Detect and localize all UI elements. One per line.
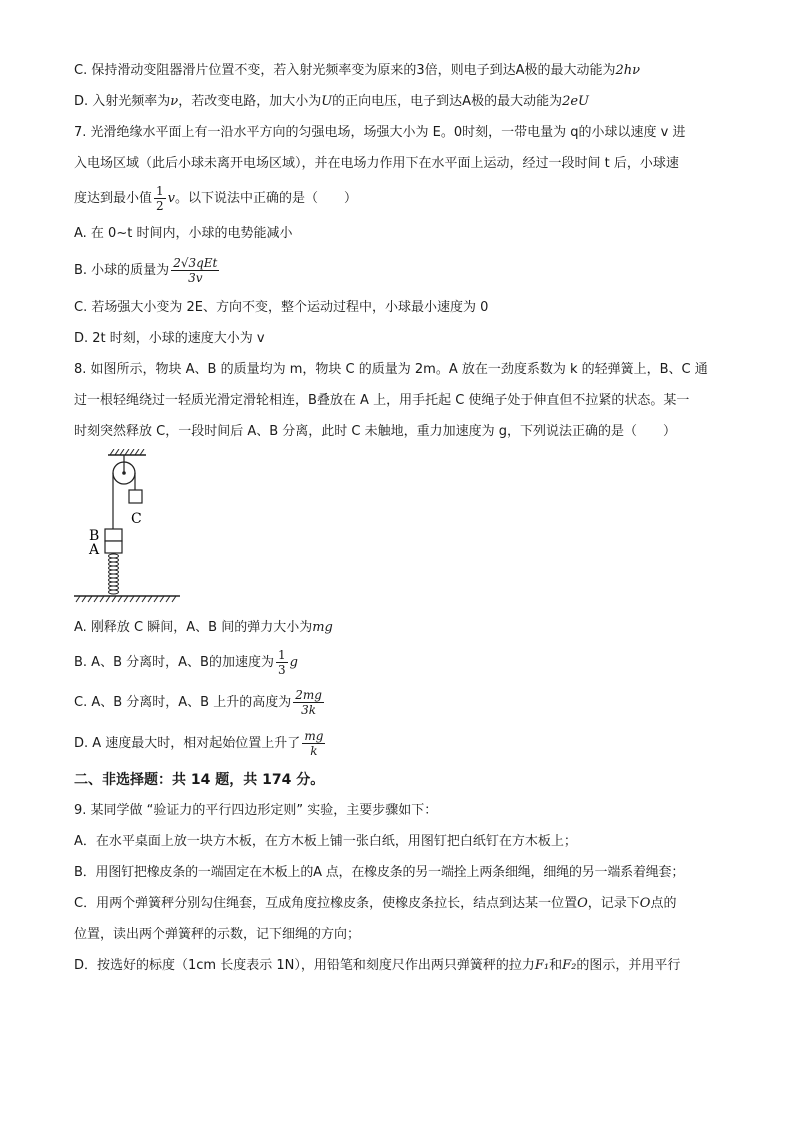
- q7-half-numerator: 1: [156, 184, 164, 198]
- q9-step-d-text-1: D．按选好的标度（1cm 长度表示 1N），用铅笔和刻度尺作出两只弹簧秤的拉力: [74, 958, 535, 973]
- q9-step-d-text-2: 的图示，并用平行: [576, 958, 681, 973]
- q8-stem-line-2: 过一根轻绳绕过一轻质光滑定滑轮相连，B叠放在 A 上，用手托起 C 使绳子处于伸直但不拉紧的状态。某一: [74, 393, 690, 408]
- q8-rise-denominator: k: [310, 744, 318, 758]
- exam-page: [74, 60, 722, 977]
- q8-option-d-text: D. A 速度最大时，相对起始位置上升了: [74, 736, 301, 751]
- q8-option-a-formula: mg: [312, 620, 333, 635]
- q7-option-b-text: B. 小球的质量为: [74, 263, 170, 278]
- q6-option-c-formula: 2hν: [615, 63, 641, 78]
- block-b: [105, 529, 122, 541]
- q8-rise-numerator: mg: [304, 729, 324, 743]
- q7-stem-line-1: 7. 光滑绝缘水平面上有一沿水平方向的匀强电场，场强大小为 E。0时刻，一带电量为 q的小球以速度 v 进: [74, 125, 686, 140]
- q9-step-d: [74, 955, 722, 977]
- q9-step-c-line-2: 位置，读出两个弹簧秤的示数，记下细绳的方向；: [74, 927, 361, 942]
- q7-velocity-symbol: v: [167, 191, 176, 206]
- block-a-label: A: [89, 542, 100, 558]
- q7-mass-fraction: [171, 256, 219, 285]
- pulley-spring-diagram: [74, 449, 194, 611]
- q8-option-b-text: B. A、B 分离时，A、B的加速度为: [74, 655, 274, 670]
- q7-mass-denominator: 3v: [188, 271, 203, 285]
- q7-half-denominator: 2: [156, 199, 164, 213]
- q6-option-d-text-2: ，若改变电路，加大小为: [178, 94, 322, 109]
- q8-third-numerator: 1: [277, 648, 286, 662]
- q8-height-numerator: 2mg: [295, 688, 322, 702]
- spring: [109, 554, 119, 594]
- ground-hatch: [76, 596, 176, 602]
- q9-step-c-line-1: [74, 893, 722, 915]
- q9-force-f2: F₂: [562, 958, 577, 973]
- q6-option-d-voltage: U: [321, 94, 333, 109]
- q8-option-c: [74, 687, 722, 719]
- q9-step-d-and: 和: [549, 958, 563, 973]
- q6-option-c-text: C. 保持滑动变阻器滑片位置不变，若入射光频率变为原来的3倍，则电子到达A极的最大动能为: [74, 63, 616, 78]
- q9-step-c-text-1: C．用两个弹簧秤分别勾住绳套，互成角度拉橡皮条，使橡皮条拉长，结点到达某一位置: [74, 896, 578, 911]
- q9-force-f1: F₁: [534, 958, 550, 973]
- section-2-title: 二、非选择题：共 14 题，共 174 分。: [74, 772, 325, 788]
- block-c: [129, 490, 142, 503]
- q9-stem: 9. 某同学做 “验证力的平行四边形定则” 实验，主要步骤如下：: [74, 803, 438, 818]
- block-b-label: B: [89, 528, 100, 544]
- q7-stem-line-3-text: 度达到最小值: [74, 191, 153, 206]
- q8-height-fraction: [293, 688, 324, 717]
- q8-gravity-symbol: g: [289, 655, 298, 670]
- block-a: [105, 541, 122, 553]
- q9-step-c-text-2: ，记录下: [587, 896, 640, 911]
- q9-point-o: O: [577, 896, 588, 911]
- q8-third-fraction: [276, 648, 288, 677]
- q8-option-b: [74, 648, 722, 678]
- q8-option-c-text: C. A、B 分离时，A、B 上升的高度为: [74, 695, 292, 710]
- q7-option-b: [74, 254, 722, 288]
- q7-stem-line-3: [74, 184, 722, 214]
- q7-half-fraction: [154, 184, 166, 213]
- ceiling-hatch: [110, 449, 144, 455]
- q7-option-a: A. 在 0~t 时间内，小球的电势能减小: [74, 226, 293, 241]
- q8-rise-fraction: [302, 729, 325, 758]
- block-c-label: C: [131, 511, 142, 527]
- q7-stem-line-3-end: 。以下说法中正确的是（ ）: [175, 191, 358, 206]
- q7-option-d: D. 2t 时刻，小球的速度大小为 v: [74, 331, 265, 346]
- q7-option-c: C. 若场强大小变为 2E、方向不变，整个运动过程中，小球最小速度为 0: [74, 300, 489, 315]
- q6-option-d-text-3: 的正向电压，电子到达A极的最大动能为: [332, 94, 563, 109]
- q9-step-a: A．在水平桌面上放一块方木板，在方木板上铺一张白纸，用图钉把白纸钉在方木板上；: [74, 834, 577, 849]
- q8-option-a: [74, 617, 722, 639]
- q6-option-d-formula: 2eU: [562, 94, 589, 109]
- q6-option-d-text-1: D. 入射光频率为: [74, 94, 171, 109]
- q9-step-c-text-3: 点的: [650, 896, 677, 911]
- q8-option-d: [74, 728, 722, 760]
- q9-step-b: B．用图钉把橡皮条的一端固定在木板上的A 点，在橡皮条的另一端拴上两条细绳，细绳的另一端系着绳套；: [74, 865, 685, 880]
- q7-stem-line-2: 入电场区域（此后小球未离开电场区域），并在电场力作用下在水平面上运动，经过一段时间 t 后，小球速: [74, 156, 679, 171]
- q8-stem-line-3: 时刻突然释放 C，一段时间后 A、B 分离，此时 C 未触地，重力加速度为 g，下列说法正确的是（ ）: [74, 424, 677, 439]
- pulley-axle: [122, 471, 126, 475]
- q8-stem-line-1: 8. 如图所示，物块 A、B 的质量均为 m，物块 C 的质量为 2m。A 放在一劲度系数为 k 的轻弹簧上，B、C 通: [74, 362, 708, 377]
- q6-option-d-nu: ν: [170, 94, 179, 109]
- q6-option-c: [74, 60, 722, 82]
- q8-option-a-text: A. 刚释放 C 瞬间，A、B 间的弹力大小为: [74, 620, 313, 635]
- q8-pulley-figure: [74, 449, 194, 611]
- q8-height-denominator: 3k: [301, 703, 317, 717]
- q9-point-o-2: O: [639, 896, 651, 911]
- q6-option-d: [74, 91, 722, 113]
- q8-third-denominator: 3: [277, 663, 286, 677]
- q7-mass-numerator: 2√3qEt: [173, 256, 218, 270]
